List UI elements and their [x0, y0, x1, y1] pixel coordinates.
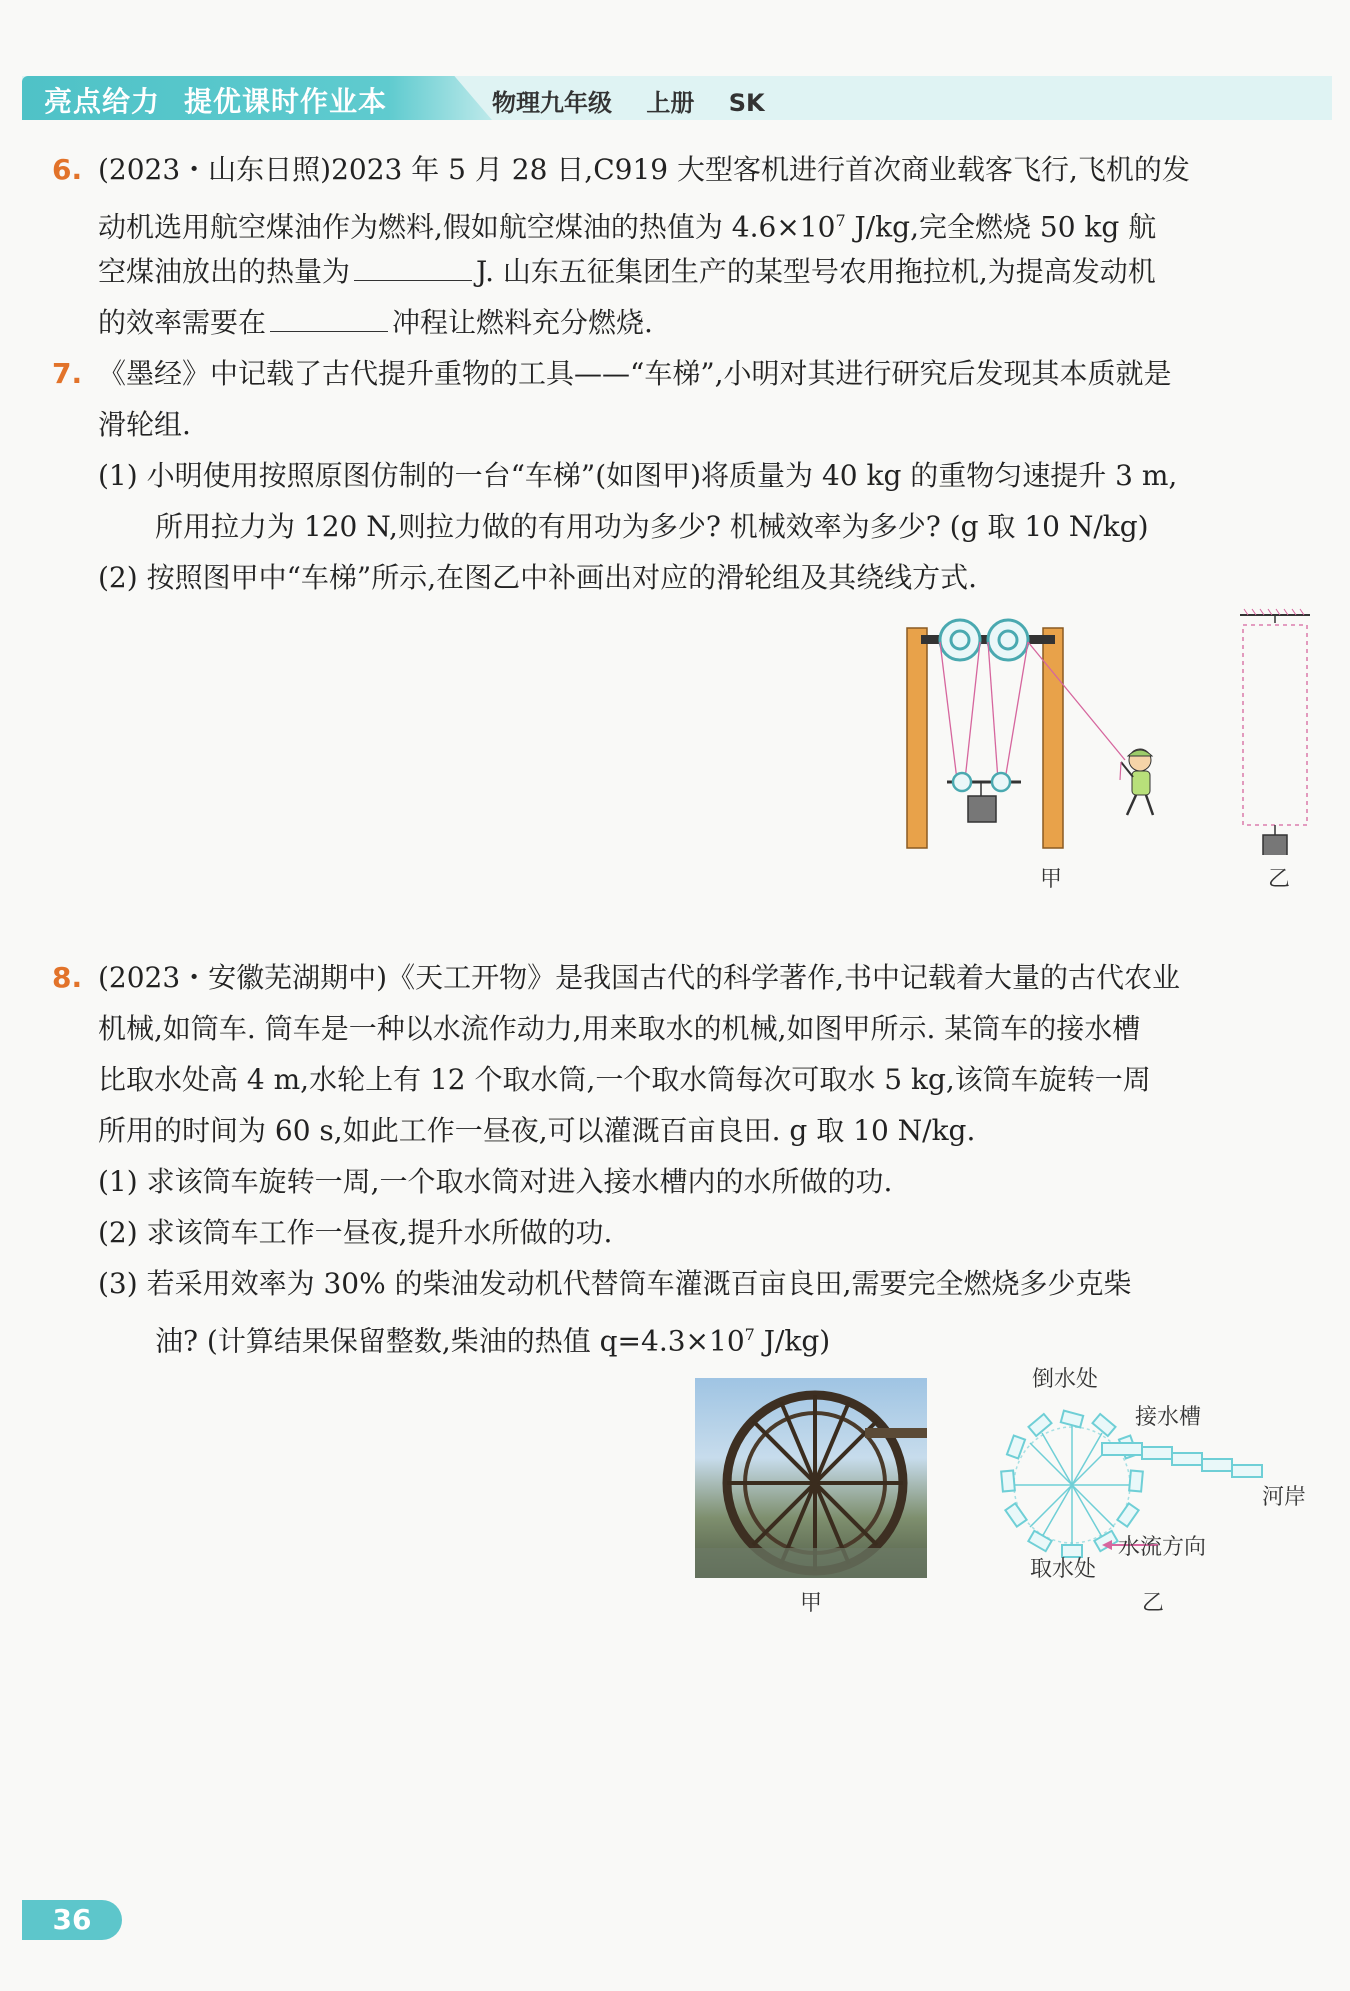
question-7-number: 7. [52, 357, 83, 390]
question-8-sub-2: (2) 求该筒车工作一昼夜,提升水所做的功. [98, 1216, 613, 1249]
question-7-sub-1-line-1: (1) 小明使用按照原图仿制的一台“车梯”(如图甲)将质量为 40 kg 的重物匀速提升 3 m, [98, 459, 1178, 492]
brand-subtitle: 提优课时作业本 [184, 85, 388, 118]
question-8-sub-3-line-2 [155, 1309, 830, 1366]
hoist-figure-a [895, 610, 1205, 855]
q6-exponent: 7 [835, 211, 846, 230]
question-6-number: 6. [52, 153, 83, 186]
q6-line2-a: 动机选用航空煤油作为燃料,假如航空煤油的热值为 4.6×10 [98, 210, 836, 244]
waterwheel-photo [695, 1378, 927, 1578]
question-6-line-1: (2023・山东日照)2023 年 5 月 28 日,C919 大型客机进行首次商业载客飞行,飞机的发 [98, 153, 1190, 186]
label-flow-direction: 水流方向 [1118, 1535, 1207, 1560]
header-info [492, 83, 791, 118]
figure-8-caption-a: 甲 [800, 1591, 823, 1616]
edition-label: SK [728, 89, 765, 117]
answer-blank-heat[interactable] [354, 254, 472, 281]
label-pour-point: 倒水处 [1032, 1367, 1099, 1392]
answer-blank-stroke[interactable] [270, 305, 388, 332]
hoist-figure-b [1230, 605, 1320, 855]
label-river-bank: 河岸 [1262, 1485, 1307, 1510]
question-8-line-1: (2023・安徽芜湖期中)《天工开物》是我国古代的科学著作,书中记载着大量的古代农业 [98, 961, 1181, 994]
question-8-number: 8. [52, 961, 83, 994]
q6-line2-b: J/kg,完全燃烧 50 kg 航 [845, 210, 1157, 244]
q6-line3-b: J. 山东五征集团生产的某型号农用拖拉机,为提高发动机 [476, 255, 1156, 288]
q8-sub3-line2-a: 油? (计算结果保留整数,柴油的热值 q=4.3×10 [155, 1324, 745, 1358]
brand-name: 亮点给力 [44, 85, 161, 118]
figure-7-caption-a: 甲 [1040, 867, 1063, 892]
question-6-line-4 [98, 297, 653, 348]
label-take-point: 取水处 [1030, 1557, 1097, 1582]
question-7-sub-1-line-2: 所用拉力为 120 N,则拉力做的有用功为多少? 机械效率为多少? (g 取 10 N/kg) [155, 510, 1149, 543]
q8-exponent: 7 [744, 1325, 755, 1344]
q6-line3-a: 空煤油放出的热量为 [98, 255, 351, 288]
question-8-line-4: 所用的时间为 60 s,如此工作一昼夜,可以灌溉百亩良田. g 取 10 N/kg. [98, 1114, 976, 1147]
question-7-line-2: 滑轮组. [98, 408, 191, 441]
question-6-line-3 [98, 246, 1156, 297]
label-water-trough: 接水槽 [1135, 1405, 1202, 1430]
page-number-badge: 36 [22, 1900, 122, 1940]
question-8-line-3: 比取水处高 4 m,水轮上有 12 个取水筒,一个取水筒每次可取水 5 kg,该筒车旋转一周 [98, 1063, 1151, 1096]
question-8-sub-1: (1) 求该筒车旋转一周,一个取水筒对进入接水槽内的水所做的功. [98, 1165, 893, 1198]
question-7-line-1: 《墨经》中记载了古代提升重物的工具——“车梯”,小明对其进行研究后发现其本质就是 [98, 357, 1172, 390]
q8-sub3-line2-b: J/kg) [754, 1324, 831, 1358]
question-6-line-2 [98, 195, 1156, 252]
q6-line4-a: 的效率需要在 [98, 306, 267, 339]
figure-8-caption-b: 乙 [1142, 1591, 1165, 1616]
q6-line4-b: 冲程让燃料充分燃烧. [392, 306, 653, 339]
figure-7-caption-b: 乙 [1268, 867, 1291, 892]
volume-label: 上册 [646, 89, 695, 117]
question-8-sub-3-line-1: (3) 若采用效率为 30% 的柴油发动机代替筒车灌溉百亩良田,需要完全燃烧多少克柴 [98, 1267, 1132, 1300]
question-7-sub-2: (2) 按照图甲中“车梯”所示,在图乙中补画出对应的滑轮组及其绕线方式. [98, 561, 977, 594]
question-8-line-2: 机械,如筒车. 筒车是一种以水流作动力,用来取水的机械,如图甲所示. 某筒车的接水槽 [98, 1012, 1141, 1045]
subject-label: 物理九年级 [492, 89, 612, 117]
brand-title [44, 80, 387, 120]
